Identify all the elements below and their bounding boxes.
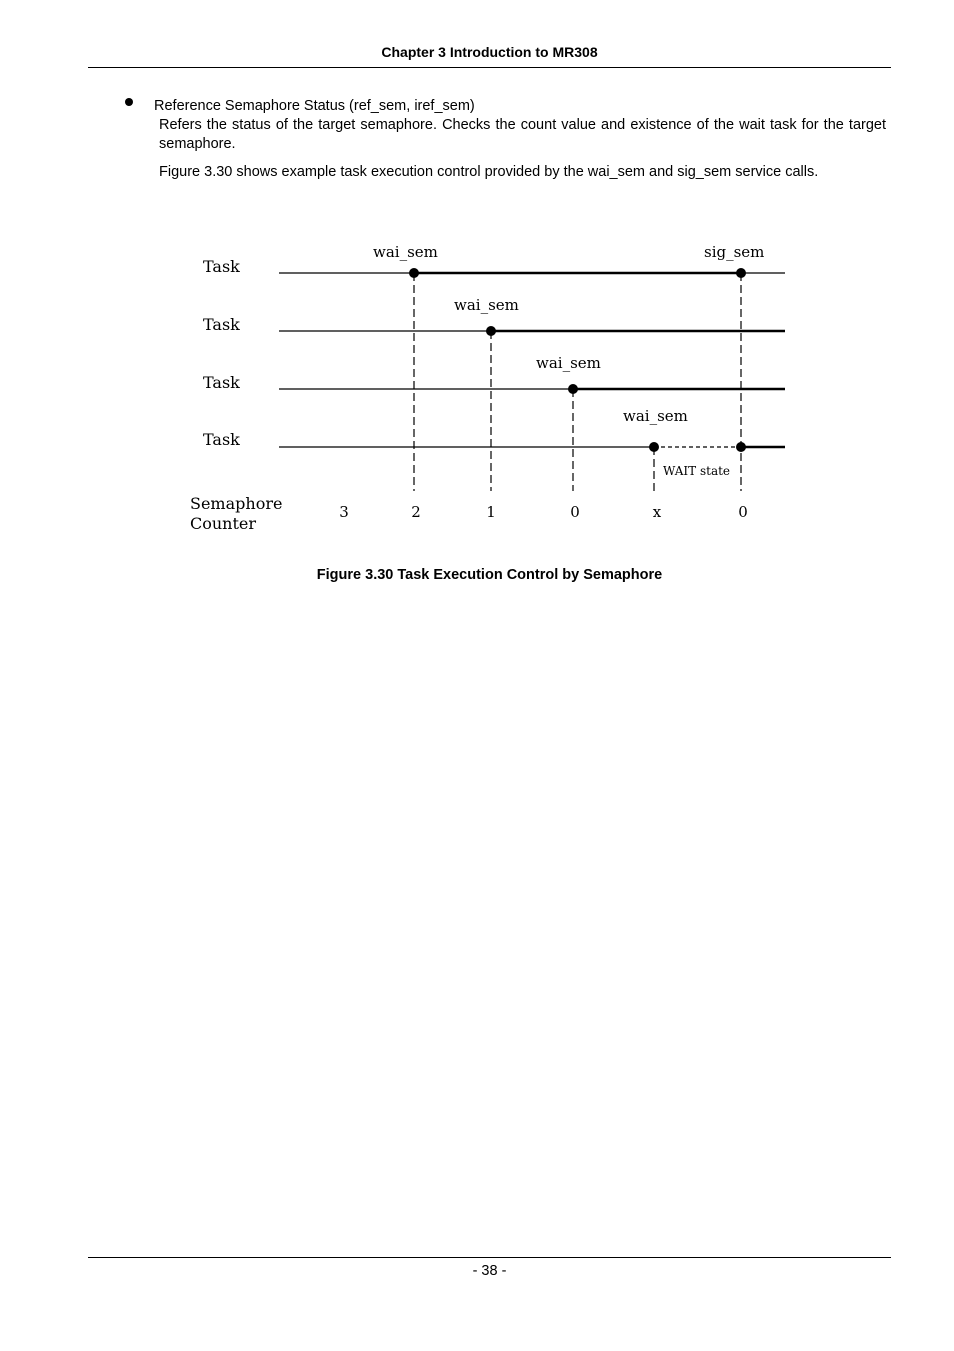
task4-release-point xyxy=(736,442,746,452)
counter-value-1: 3 xyxy=(339,503,349,521)
task-label-2: Task xyxy=(203,315,240,334)
wait-state-label: WAIT state xyxy=(663,464,731,478)
figure-caption: Figure 3.30 Task Execution Control by Semaphore xyxy=(316,567,663,583)
task1-wai-sem-label: wai_sem xyxy=(373,243,438,261)
page-header: Chapter 3 Introduction to MR308 xyxy=(381,44,598,60)
counter-value-3: 1 xyxy=(486,503,496,521)
task1-sig-sem-label: sig_sem xyxy=(704,243,765,261)
task2-wai-sem-label: wai_sem xyxy=(454,296,519,314)
counter-label-line1: Semaphore xyxy=(190,494,283,513)
counter-value-5: x xyxy=(652,503,662,521)
bullet-point-icon xyxy=(125,98,133,106)
task1-sig-sem-point xyxy=(736,268,746,278)
description-paragraph: Refers the status of the target semaphore. Checks the count value and existence of the wait task for the target semaphore. xyxy=(159,117,886,152)
semaphore-timing-diagram xyxy=(180,235,800,545)
page-number: - 38 - xyxy=(472,1263,507,1279)
counter-value-4: 0 xyxy=(570,503,580,521)
footer-divider xyxy=(88,1257,891,1258)
counter-value-2: 2 xyxy=(411,503,421,521)
task4-wai-sem-label: wai_sem xyxy=(623,407,688,425)
header-divider xyxy=(88,67,891,68)
counter-label-line2: Counter xyxy=(190,514,257,533)
figure-intro-paragraph: Figure 3.30 shows example task execution control provided by the wai_sem and sig_sem service calls. xyxy=(159,164,819,180)
task-label-1: Task xyxy=(203,257,240,276)
task-label-4: Task xyxy=(203,430,240,449)
bullet-title: Reference Semaphore Status (ref_sem, iref_sem) xyxy=(154,98,475,114)
counter-value-6: 0 xyxy=(738,503,748,521)
task3-wai-sem-point xyxy=(568,384,578,394)
task3-wai-sem-label: wai_sem xyxy=(536,354,601,372)
task2-wai-sem-point xyxy=(486,326,496,336)
task4-wai-sem-point xyxy=(649,442,659,452)
task1-wai-sem-point xyxy=(409,268,419,278)
task-label-3: Task xyxy=(203,373,240,392)
